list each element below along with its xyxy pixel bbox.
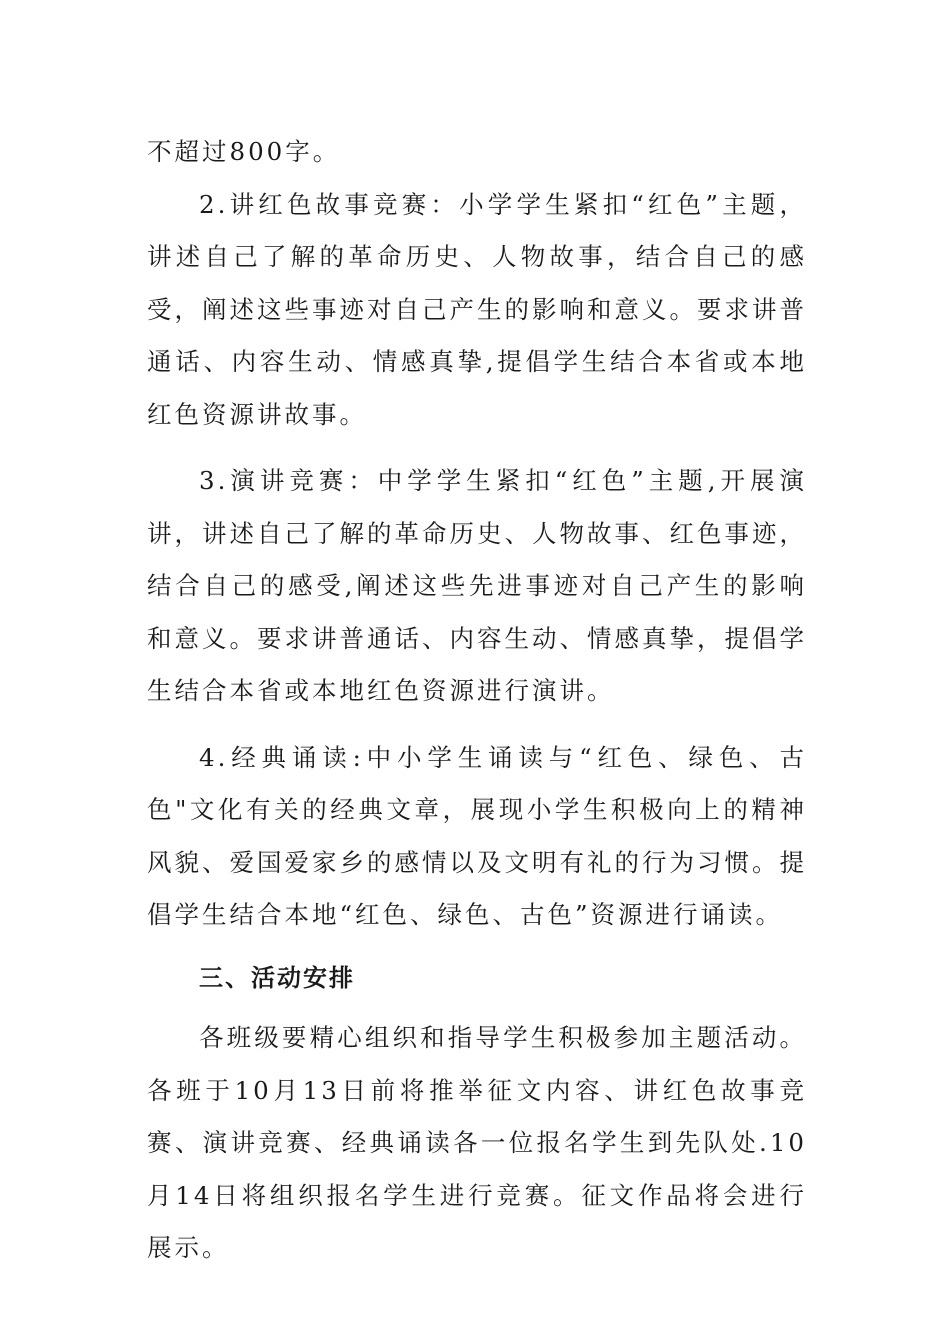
paragraph-continuation: 不超过800字。 bbox=[147, 137, 341, 166]
document-body bbox=[147, 126, 807, 1275]
paragraph-classic-reading: 4.经典诵读:中小学生诵读与“红色、绿色、古色"文化有关的经典文章，展现小学生积极向上的精神风貌、爱国爱家乡的感情以及文明有礼的行为习惯。提倡学生结合本地“红色、绿色、古色”资源进行诵读。 bbox=[147, 742, 807, 929]
paragraph-activity-arrangement: 各班级要精心组织和指导学生积极参加主题活动。各班于10月13日前将推举征文内容、讲红色故事竞赛、演讲竞赛、经典诵读各一位报名学生到先队处.10月14日将组织报名学生进行竞赛。征文作品将会进行展示。 bbox=[147, 1023, 807, 1262]
paragraph-red-story-contest: 2.讲红色故事竞赛：小学学生紧扣“红色”主题，讲述自己了解的革命历史、人物故事，结合自己的感受，阐述这些事迹对自己产生的影响和意义。要求讲普通话、内容生动、情感真挚,提倡学生结合本省或本地红色资源讲故事。 bbox=[147, 189, 807, 429]
section-heading-activity-arrangement: 三、活动安排 bbox=[199, 963, 355, 992]
paragraph-speech-contest: 3.演讲竞赛：中学学生紧扣“红色”主题,开展演讲，讲述自己了解的革命历史、人物故事、红色事迹，结合自己的感受,阐述这些先进事迹对自己产生的影响和意义。要求讲普通话、内容生动、情感真挚，提倡学生结合本省或本地红色资源进行演讲。 bbox=[147, 466, 807, 705]
